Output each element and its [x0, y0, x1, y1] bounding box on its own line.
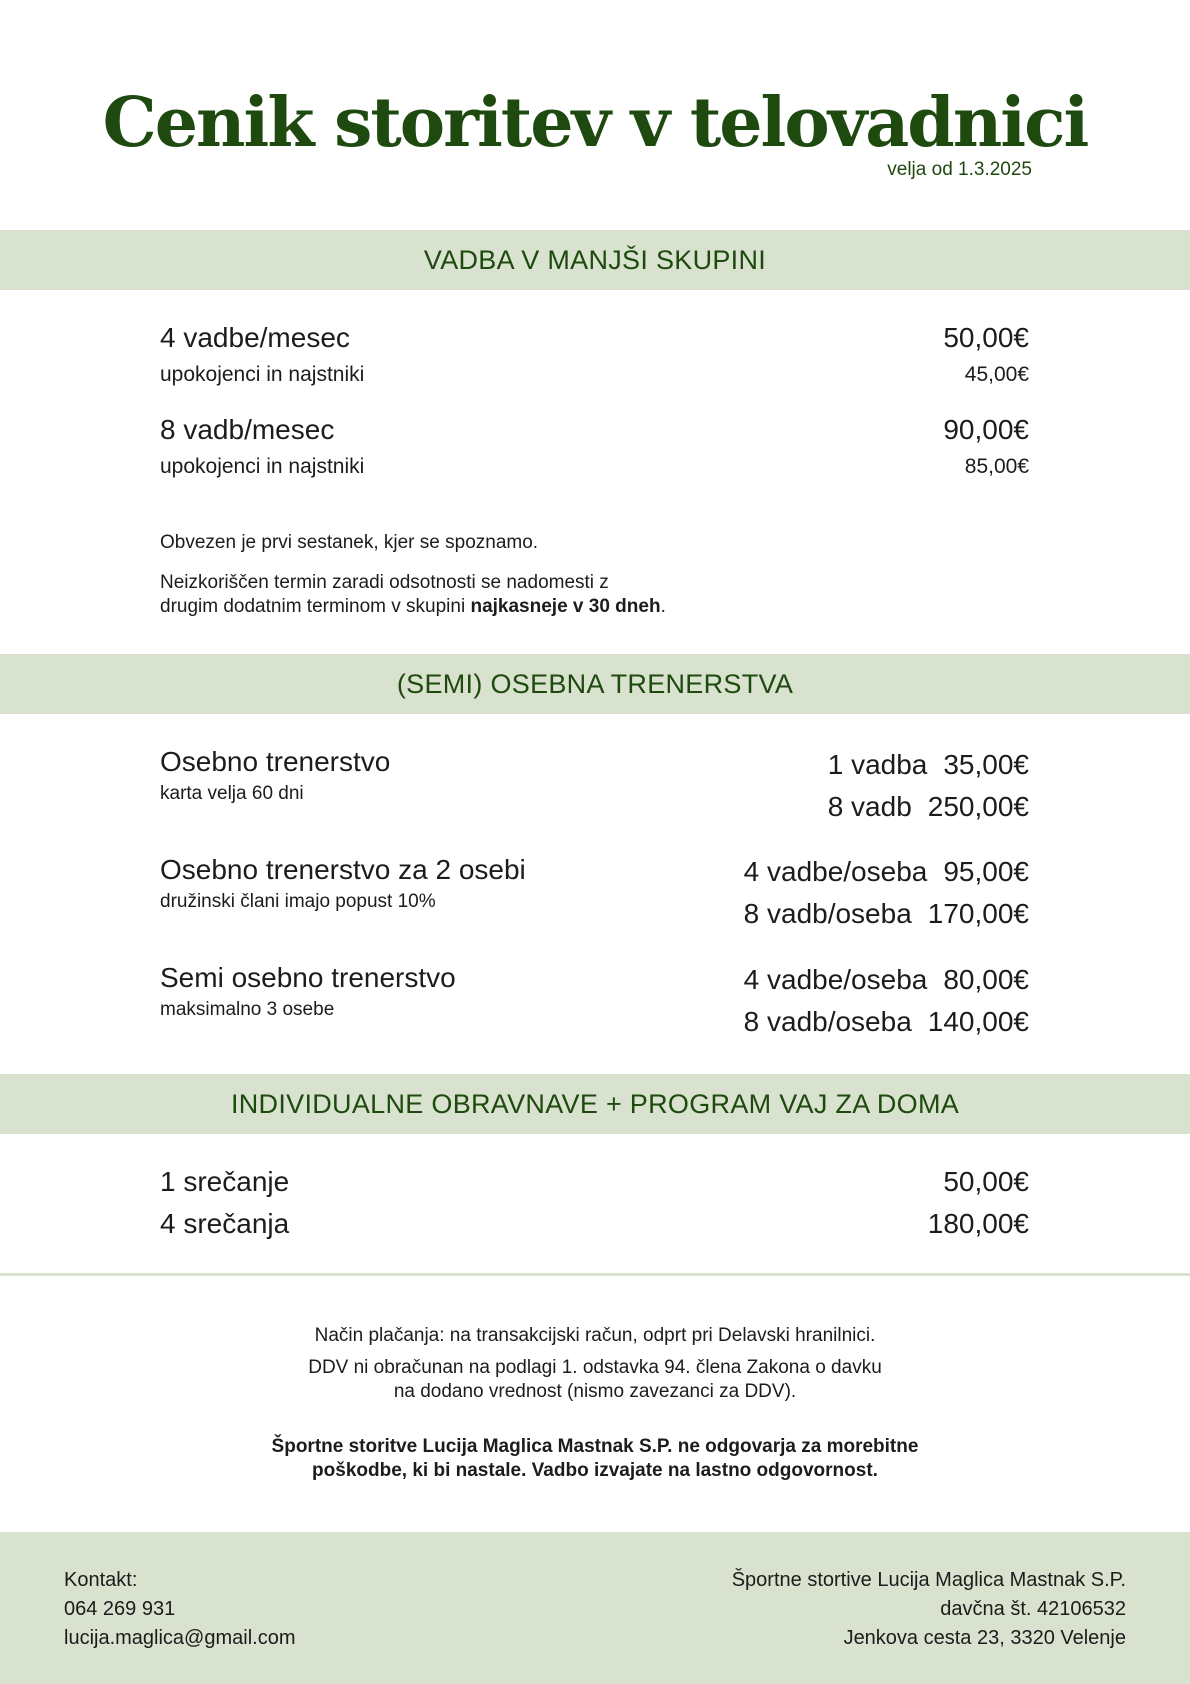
price-row — [160, 322, 1029, 354]
price-option — [609, 893, 1029, 935]
item-price: 50,00€ — [943, 322, 1029, 353]
payment-info: Način plačanja: na transakcijski račun, odprt pri Delavski hranilnici. — [314, 1325, 876, 1346]
price-option — [609, 786, 1029, 828]
price-subrow — [160, 363, 1029, 387]
disclaimer — [0, 1435, 1190, 1483]
item-label: 4 vadbe/mesec — [160, 322, 350, 353]
price-option — [609, 1001, 1029, 1043]
tax-id: davčna št. 42106532 — [940, 1598, 1126, 1620]
item-label: Semi osebno trenerstvo — [160, 962, 456, 993]
note-first-meeting: Obvezen je prvi sestanek, kjer se spoznamo. — [160, 532, 539, 553]
item-sub-price: 45,00€ — [964, 363, 1029, 386]
company-block — [732, 1566, 1126, 1653]
vat-info — [0, 1356, 1190, 1404]
item-label: 1 srečanje — [160, 1166, 290, 1197]
note-line: Neizkoriščen termin zaradi odsotnosti se nadomesti z — [160, 572, 609, 593]
price-subrow — [160, 455, 1029, 479]
option-price: 170,00€ — [927, 898, 1029, 929]
price-row — [160, 414, 1029, 446]
company-name: Športne stortive Lucija Maglica Mastnak S.P. — [731, 1569, 1126, 1591]
price-option — [609, 959, 1029, 1001]
contact-block — [64, 1566, 295, 1653]
note-line — [160, 595, 666, 619]
page-title: Cenik storitev v telovadnici — [102, 83, 1088, 163]
item-sub-label: karta velja 60 dni — [160, 783, 304, 804]
item-label: Osebno trenerstvo za 2 osebi — [160, 854, 526, 885]
item-price: 90,00€ — [943, 414, 1029, 445]
section-heading-group-training: VADBA V MANJŠI SKUPINI — [0, 230, 1190, 290]
item-sub-label: družinski člani imajo popust 10% — [160, 891, 436, 912]
option-price: 35,00€ — [943, 749, 1029, 780]
footer — [0, 1532, 1190, 1684]
vat-line: DDV ni obračunan na podlagi 1. odstavka 94. člena Zakona o davku — [308, 1357, 882, 1378]
item-sub-price: 85,00€ — [964, 455, 1029, 478]
option-price: 140,00€ — [927, 1006, 1029, 1037]
item-sub-label: upokojenci in najstniki — [160, 363, 365, 386]
company-address: Jenkova cesta 23, 3320 Velenje — [843, 1627, 1126, 1649]
note-makeup-session — [160, 571, 666, 619]
section-heading-personal-training: (SEMI) OSEBNA TRENERSTVA — [0, 654, 1190, 714]
divider — [0, 1273, 1190, 1276]
price-row — [160, 1208, 1029, 1240]
disclaimer-line: Športne storitve Lucija Maglica Mastnak S.P. ne odgovarja za morebitne — [271, 1436, 919, 1457]
option-qty: 8 vadb/oseba — [743, 898, 912, 929]
item-sub-label: maksimalno 3 osebe — [160, 999, 335, 1020]
option-price: 80,00€ — [943, 964, 1029, 995]
option-price: 250,00€ — [927, 791, 1029, 822]
option-qty: 8 vadb/oseba — [743, 1006, 912, 1037]
option-qty: 8 vadb — [827, 791, 912, 822]
item-label: 4 srečanja — [160, 1208, 290, 1239]
price-row — [160, 1166, 1029, 1198]
vat-line: na dodano vrednost (nismo zavezanci za DDV). — [393, 1381, 797, 1402]
item-sub-label: upokojenci in najstniki — [160, 455, 365, 478]
note-text: . — [660, 596, 666, 617]
option-price: 95,00€ — [943, 856, 1029, 887]
price-options — [609, 744, 1029, 828]
section-heading-individual-treatment: INDIVIDUALNE OBRAVNAVE + PROGRAM VAJ ZA DOMA — [0, 1074, 1190, 1134]
item-price: 50,00€ — [943, 1166, 1029, 1197]
note-text: drugim dodatnim terminom v skupini — [160, 596, 471, 617]
contact-label: Kontakt: — [64, 1569, 138, 1591]
item-price: 180,00€ — [927, 1208, 1029, 1239]
price-options — [609, 959, 1029, 1043]
option-qty: 1 vadba — [827, 749, 928, 780]
option-qty: 4 vadbe/oseba — [743, 964, 928, 995]
contact-email[interactable]: lucija.maglica@gmail.com — [64, 1627, 296, 1649]
contact-phone[interactable]: 064 269 931 — [64, 1598, 176, 1620]
price-option — [609, 851, 1029, 893]
option-qty: 4 vadbe/oseba — [743, 856, 928, 887]
price-options — [609, 851, 1029, 935]
item-label: Osebno trenerstvo — [160, 746, 391, 777]
price-option — [609, 744, 1029, 786]
disclaimer-line: poškodbe, ki bi nastale. Vadbo izvajate na lastno odgovornost. — [312, 1460, 878, 1481]
valid-from-date: velja od 1.3.2025 — [887, 159, 1032, 180]
item-label: 8 vadb/mesec — [160, 414, 335, 445]
note-emphasis: najkasneje v 30 dneh — [470, 596, 661, 617]
